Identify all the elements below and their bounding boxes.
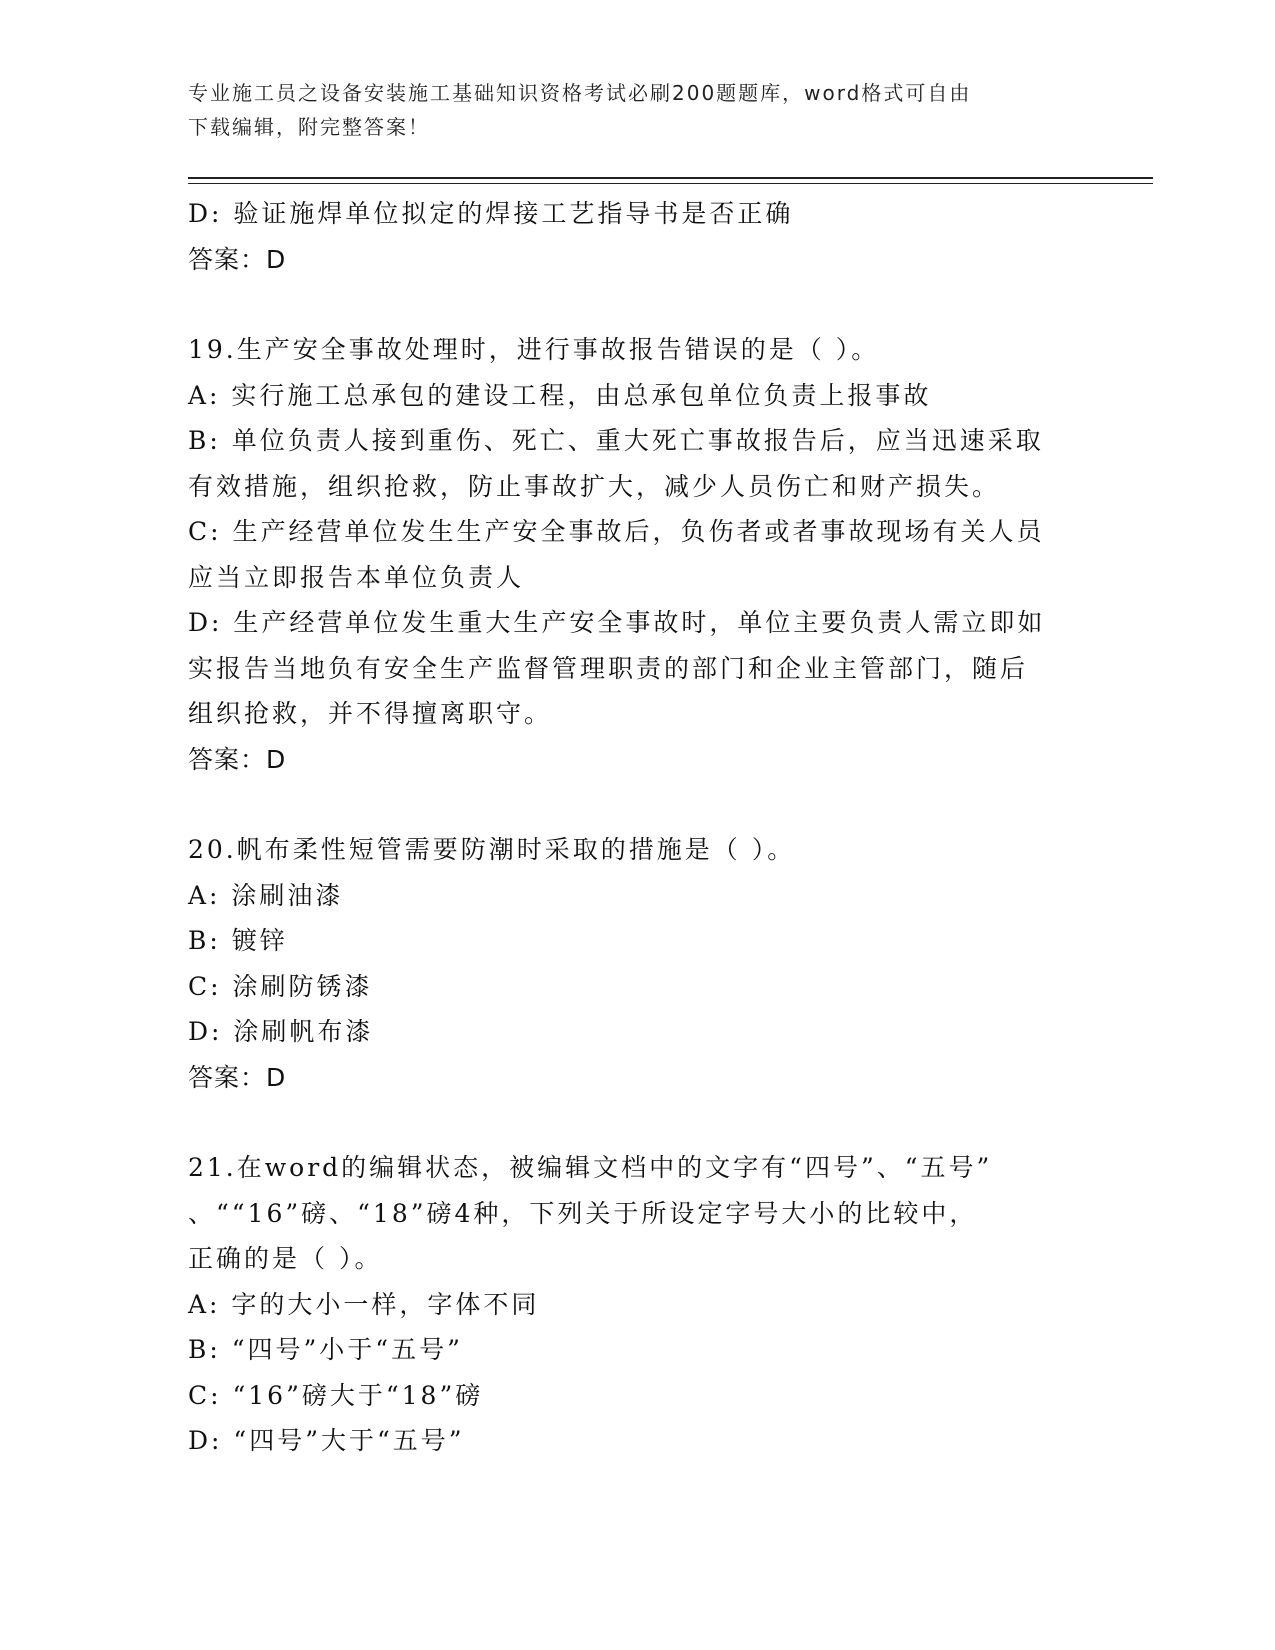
question-21-option-c: C: “16”磅大于“18”磅 — [188, 1380, 484, 1410]
question-20-option-a: A: 涂刷油漆 — [188, 880, 344, 910]
question-20-option-b: B: 镀锌 — [188, 926, 288, 955]
question-19-option-c: C: 生产经营单位发生生产安全事故后，负伤者或者事故现场有关人员 — [188, 517, 1045, 546]
question-21-stem-cont-2: 正确的是（ ）。 — [188, 1244, 383, 1273]
spacer — [188, 782, 1088, 827]
question-19-option-d-cont-2: 组织抢救，并不得擅离职守。 — [188, 699, 553, 728]
question-20 — [188, 827, 1088, 1100]
spacer — [188, 282, 1088, 327]
question-21-stem: 21.在word的编辑状态，被编辑文档中的文字有“四号”、“五号” — [188, 1153, 993, 1182]
question-21-stem-cont: 、““16”磅、“18”磅4种，下列关于所设定字号大小的比较中， — [188, 1198, 978, 1228]
question-19-stem: 19.生产安全事故处理时，进行事故报告错误的是（ ）。 — [188, 335, 880, 364]
question-19-option-d-cont: 实报告当地负有安全生产监督管理职责的部门和企业主管部门，随后 — [188, 653, 1029, 683]
document-header — [188, 76, 1068, 144]
header-divider-thick — [188, 177, 1153, 179]
question-20-answer: 答案：D — [188, 1062, 287, 1092]
question-21-option-d: D: “四号”大于“五号” — [188, 1426, 465, 1455]
question-19-answer: 答案：D — [188, 744, 287, 774]
question-21 — [188, 1145, 1088, 1464]
header-divider-thin — [188, 183, 1153, 184]
question-19-option-d: D: 生产经营单位发生重大生产安全事故时，单位主要负责人需立即如 — [188, 608, 1046, 637]
question-21-option-b: B: “四号”小于“五号” — [188, 1335, 463, 1364]
header-line-2: 下载编辑，附完整答案！ — [188, 115, 430, 139]
question-body — [188, 191, 1088, 1464]
question-19 — [188, 327, 1088, 782]
spacer — [188, 1100, 1088, 1145]
question-19-option-b-cont: 有效措施，组织抢救，防止事故扩大，减少人员伤亡和财产损失。 — [188, 471, 1001, 501]
prev-answer: 答案：D — [188, 244, 287, 274]
question-19-option-c-cont: 应当立即报告本单位负责人 — [188, 562, 525, 592]
question-20-option-d: D: 涂刷帆布漆 — [188, 1017, 374, 1046]
question-19-option-a: A: 实行施工总承包的建设工程，由总承包单位负责上报事故 — [188, 380, 932, 410]
question-20-stem: 20.帆布柔性短管需要防潮时采取的措施是（ ）。 — [188, 835, 796, 864]
header-line-1: 专业施工员之设备安装施工基础知识资格考试必刷200题题库，word格式可自由 — [188, 81, 972, 105]
question-20-option-c: C: 涂刷防锈漆 — [188, 971, 373, 1001]
question-21-option-a: A: 字的大小一样，字体不同 — [188, 1289, 540, 1319]
prev-option-d: D: 验证施焊单位拟定的焊接工艺指导书是否正确 — [188, 199, 794, 228]
question-19-option-b: B: 单位负责人接到重伤、死亡、重大死亡事故报告后，应当迅速采取 — [188, 426, 1044, 455]
